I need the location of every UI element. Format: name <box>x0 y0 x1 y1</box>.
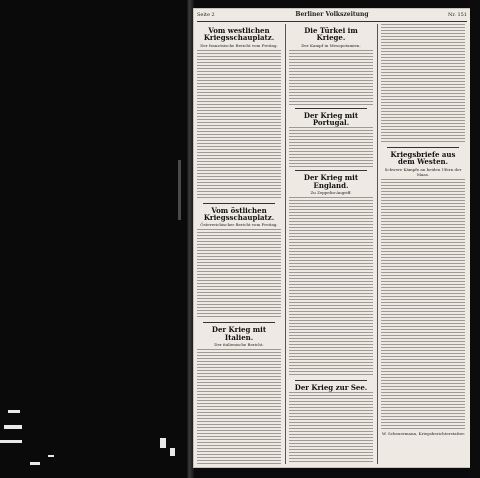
article-headline: Der Krieg mit Portugal. <box>303 110 359 128</box>
article-body-text <box>197 229 281 319</box>
article-headline: Die Türkei im Kriege. <box>304 26 358 43</box>
masthead-title: Berliner Volkszeitung <box>295 11 369 18</box>
issue-number: Nr. 151 <box>448 12 467 18</box>
article-headline: Vom westlichen Kriegsschauplatz. <box>203 26 275 43</box>
article-headline: Der Krieg mit Italien. <box>211 325 267 342</box>
running-head <box>197 11 467 22</box>
article-headline: Vom östlichen Kriegsschauplatz. <box>203 205 275 223</box>
article-body-text <box>381 24 465 144</box>
column-3 <box>381 24 465 464</box>
article-body-text <box>381 179 465 429</box>
article-subline: Schwere Kämpfe an beiden Ufern der Maas. <box>384 166 462 177</box>
page-number-left: Seite 2 <box>197 12 215 18</box>
article-signature: W. Scheuermann, Kriegsberichterstatter. <box>382 430 465 436</box>
article-separator <box>387 147 459 148</box>
column-1 <box>197 24 281 464</box>
article-subline: Zu Zeppelin-Angriff. <box>310 190 352 196</box>
left-page-dark-area <box>0 0 190 478</box>
article-body-text <box>197 50 281 200</box>
page-right-edge <box>470 0 480 478</box>
article-separator <box>203 322 275 323</box>
article-body-text <box>289 50 373 105</box>
article-subline: Der Kampf in Mesopotamien. <box>301 42 361 48</box>
article-separator <box>203 203 275 204</box>
article-body-text <box>289 127 373 167</box>
newspaper-page <box>193 8 471 468</box>
article-body-text <box>289 197 373 377</box>
article-headline: Kriegsbriefe aus dem Westen. <box>390 150 456 167</box>
article-headline: Der Krieg zur See. <box>294 383 368 393</box>
column-rule <box>285 24 286 464</box>
column-rule <box>377 24 378 464</box>
article-subline: Österreichischer Bericht vom Freitag. <box>200 222 278 228</box>
article-separator <box>295 108 367 109</box>
article-body-text <box>197 349 281 464</box>
article-separator <box>295 380 367 381</box>
article-separator <box>295 170 367 171</box>
column-2 <box>289 24 373 464</box>
article-body-text <box>289 392 373 462</box>
article-subline: Der französische Bericht vom Freitag. <box>200 42 278 48</box>
article-headline: Der Krieg mit England. <box>303 173 359 190</box>
article-subline: Der italienische Bericht. <box>214 342 264 348</box>
